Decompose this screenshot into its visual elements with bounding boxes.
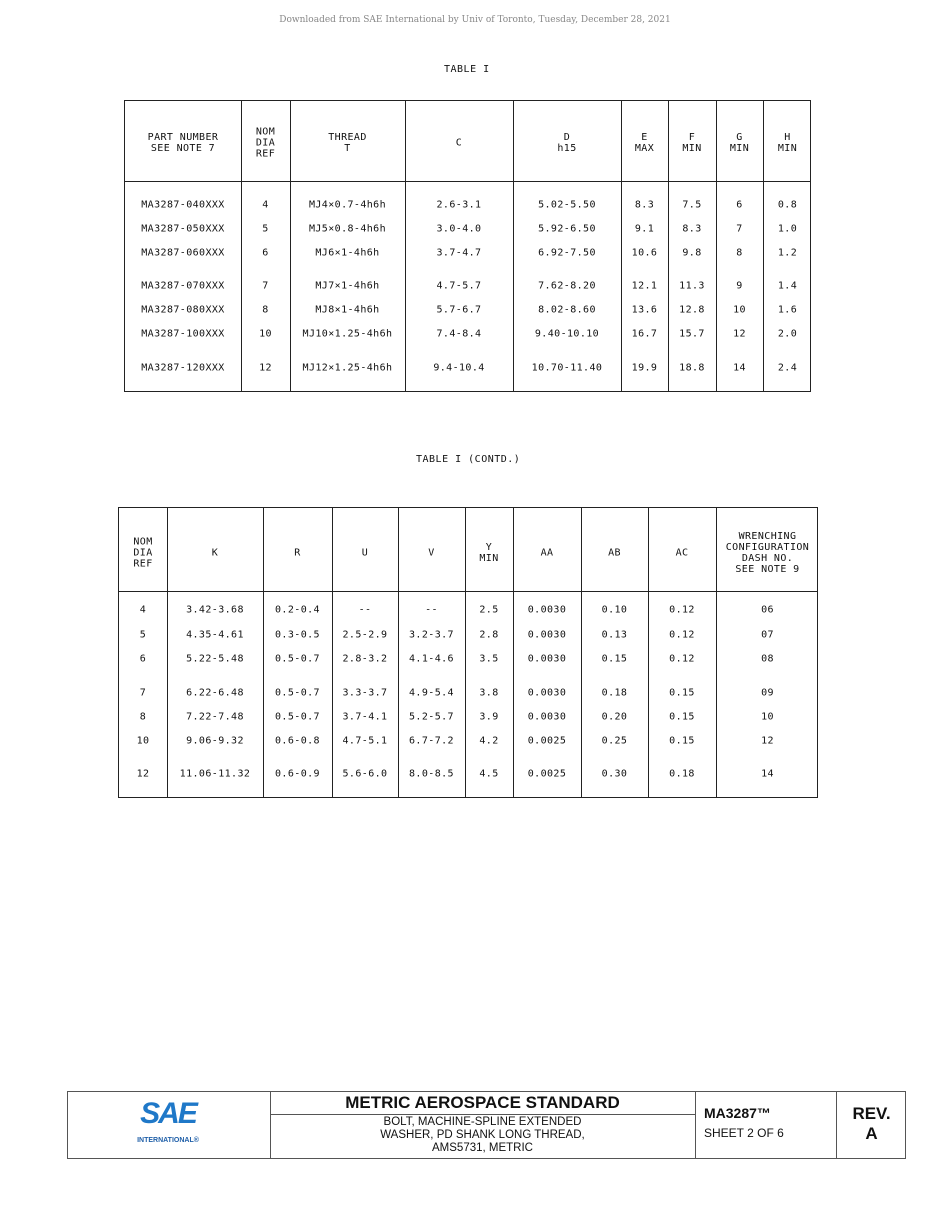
table-cell: 15.7: [679, 328, 705, 340]
column-header: THREAD T: [328, 132, 367, 154]
table-cell: 8: [262, 304, 269, 316]
column-header: D h15: [557, 132, 577, 154]
table-cell: 0.6-0.8: [275, 735, 320, 747]
table-cell: 09: [761, 687, 774, 699]
header-divider: [125, 181, 810, 182]
sae-logo-mark: SAE: [140, 1097, 196, 1130]
table-cell: 10: [761, 711, 774, 723]
table-cell: 0.15: [669, 687, 695, 699]
table-cell: 9.1: [634, 223, 655, 235]
table-cell: 0.2-0.4: [275, 604, 320, 616]
table-cell: MJ10×1.25-4h6h: [302, 328, 393, 340]
table-cell: 4: [139, 604, 147, 616]
table-cell: 10: [733, 304, 746, 316]
column-header: NOM DIA REF: [255, 126, 276, 160]
table-cell: 0.30: [601, 768, 628, 780]
sheet-number: SHEET 2 OF 6: [704, 1126, 784, 1140]
table-cell: 6.7-7.2: [409, 735, 454, 747]
table-cell: MA3287-060XXX: [141, 247, 225, 259]
table-cell: MA3287-050XXX: [141, 223, 225, 235]
table-cell: 4.9-5.4: [409, 687, 454, 699]
table-cell: 16.7: [631, 328, 658, 340]
table-cell: 12: [259, 362, 272, 374]
table-cell: 4.35-4.61: [186, 629, 244, 641]
column-header: NOM DIA REF: [133, 536, 153, 570]
table-cell: 0.25: [601, 735, 628, 747]
table-cell: 2.4: [777, 362, 798, 374]
table-cell: 0.18: [669, 768, 695, 780]
table-cell: 8.0-8.5: [409, 768, 454, 780]
table-cell: --: [425, 604, 438, 616]
table2: [118, 507, 818, 798]
table-cell: 06: [761, 604, 774, 616]
table-cell: 8.3: [682, 223, 702, 235]
table-cell: 7: [262, 280, 269, 292]
table-cell: 5.22-5.48: [186, 653, 244, 665]
table-cell: 6: [736, 199, 743, 211]
table-cell: MJ4×0.7-4h6h: [308, 199, 387, 211]
table-cell: 0.5-0.7: [275, 711, 320, 723]
table-cell: MA3287-040XXX: [141, 199, 225, 211]
column-header: WRENCHING CONFIGURATION DASH NO. SEE NOTE 9: [725, 531, 810, 575]
table-cell: MA3287-120XXX: [141, 362, 225, 374]
table-cell: 10.70-11.40: [531, 362, 603, 374]
column-header: V: [428, 547, 435, 559]
table-cell: 0.12: [669, 653, 695, 665]
table-cell: 12.1: [631, 280, 658, 292]
table-cell: 3.8: [479, 687, 499, 699]
table-cell: 0.13: [601, 629, 628, 641]
table-cell: 4.7-5.7: [436, 280, 482, 292]
table-cell: 4: [262, 199, 269, 211]
table-cell: 5.6-6.0: [342, 768, 388, 780]
table-cell: 3.3-3.7: [342, 687, 388, 699]
table-cell: 0.18: [601, 687, 628, 699]
table-cell: MA3287-070XXX: [141, 280, 225, 292]
table-cell: MJ7×1-4h6h: [315, 280, 380, 292]
table-cell: 2.5-2.9: [342, 629, 388, 641]
table-cell: 4.1-4.6: [409, 653, 454, 665]
table-cell: 5: [262, 223, 269, 235]
table-cell: 2.6-3.1: [436, 199, 482, 211]
column-header: U: [361, 547, 369, 559]
table-cell: 3.9: [479, 711, 499, 723]
standard-title: METRIC AEROSPACE STANDARD: [345, 1093, 620, 1112]
table-cell: 6.22-6.48: [186, 687, 244, 699]
column-header: PART NUMBER SEE NOTE 7: [147, 132, 219, 154]
table-cell: 7.5: [682, 199, 702, 211]
table-cell: 11.3: [679, 280, 705, 292]
document-number: MA3287™: [704, 1105, 771, 1121]
column-header: H MIN: [777, 132, 798, 154]
table-cell: 0.0030: [527, 711, 567, 723]
table-cell: 7: [736, 223, 743, 235]
table2-title: TABLE I (CONTD.): [416, 454, 521, 465]
table-cell: 6: [262, 247, 269, 259]
table-cell: 7.22-7.48: [186, 711, 244, 723]
table-cell: 0.0025: [527, 768, 567, 780]
table-cell: 12.8: [679, 304, 705, 316]
table-cell: 8: [736, 247, 743, 259]
table-cell: 07: [761, 629, 774, 641]
table-cell: 14: [761, 768, 774, 780]
column-header: AB: [608, 547, 621, 559]
table-cell: 10.6: [631, 247, 658, 259]
table-cell: 0.0030: [527, 687, 567, 699]
table-cell: 3.7-4.1: [342, 711, 388, 723]
sae-logo: [123, 1096, 213, 1146]
table-cell: 9.8: [682, 247, 702, 259]
table-cell: 0.15: [669, 735, 695, 747]
table-cell: 14: [733, 362, 746, 374]
table1-title: TABLE I: [444, 64, 490, 75]
table-cell: 5.02-5.50: [538, 199, 596, 211]
column-header: AC: [675, 547, 689, 559]
table-cell: 4.5: [479, 768, 499, 780]
column-header: C: [455, 137, 463, 149]
column-header: K: [211, 547, 219, 559]
sae-logo-subtext: INTERNATIONAL®: [137, 1137, 199, 1144]
table-cell: 0.0025: [527, 735, 567, 747]
table-cell: 3.7-4.7: [436, 247, 482, 259]
table-cell: 5: [139, 629, 147, 641]
table-cell: 9.40-10.10: [534, 328, 600, 340]
table-cell: 3.0-4.0: [436, 223, 482, 235]
column-header: F MIN: [682, 132, 702, 154]
revision: REV. A: [852, 1104, 891, 1143]
table-cell: 0.5-0.7: [275, 653, 320, 665]
column-header: G MIN: [729, 132, 750, 154]
column-header: R: [294, 547, 301, 559]
download-notice: Downloaded from SAE International by Univ of Toronto, Tuesday, December 28, 2021: [279, 15, 671, 25]
table-cell: 8.02-8.60: [538, 304, 596, 316]
table-cell: 7.62-8.20: [538, 280, 596, 292]
table-cell: 0.15: [601, 653, 628, 665]
document-subtitle: BOLT, MACHINE-SPLINE EXTENDED WASHER, PD SHANK LONG THREAD, AMS5731, METRIC: [380, 1116, 585, 1154]
title-block: [67, 1091, 906, 1159]
table-cell: 9: [736, 280, 743, 292]
table-cell: 6.92-7.50: [538, 247, 596, 259]
table-cell: 0.10: [601, 604, 628, 616]
column-header: AA: [540, 547, 554, 559]
table-cell: 0.12: [669, 604, 695, 616]
table-cell: 12: [136, 768, 150, 780]
table-cell: 12: [761, 735, 774, 747]
table-cell: 0.0030: [527, 604, 567, 616]
table1: [124, 100, 811, 392]
table-cell: 9.4-10.4: [433, 362, 485, 374]
table-cell: 12: [733, 328, 746, 340]
column-header: Y MIN: [479, 542, 499, 564]
divider: [270, 1114, 695, 1115]
table-cell: 3.2-3.7: [409, 629, 454, 641]
table-cell: 2.8: [479, 629, 499, 641]
table-cell: MJ12×1.25-4h6h: [302, 362, 393, 374]
header-divider: [119, 591, 817, 592]
table-cell: 0.20: [601, 711, 628, 723]
table-cell: 5.7-6.7: [436, 304, 482, 316]
divider: [695, 1092, 696, 1158]
table-cell: 4.7-5.1: [342, 735, 388, 747]
table-cell: 1.0: [777, 223, 798, 235]
table-cell: MA3287-100XXX: [141, 328, 225, 340]
table-cell: 08: [761, 653, 774, 665]
table-cell: MJ8×1-4h6h: [315, 304, 380, 316]
table-cell: 3.42-3.68: [186, 604, 244, 616]
table-cell: 1.2: [777, 247, 798, 259]
table-cell: 0.0030: [527, 629, 567, 641]
table-cell: 1.4: [777, 280, 798, 292]
table-cell: 2.5: [479, 604, 499, 616]
table-cell: 2.0: [777, 328, 798, 340]
table-cell: 0.6-0.9: [275, 768, 320, 780]
table-cell: 8.3: [634, 199, 655, 211]
table-cell: 0.15: [669, 711, 695, 723]
table-cell: 5.92-6.50: [538, 223, 596, 235]
table-cell: 2.8-3.2: [342, 653, 388, 665]
table-cell: 5.2-5.7: [409, 711, 454, 723]
table-cell: MA3287-080XXX: [141, 304, 225, 316]
table-cell: 10: [136, 735, 150, 747]
table-cell: 0.3-0.5: [275, 629, 320, 641]
table-cell: 4.2: [479, 735, 499, 747]
table-cell: 9.06-9.32: [186, 735, 244, 747]
table-cell: 10: [259, 328, 272, 340]
table-cell: MJ6×1-4h6h: [315, 247, 380, 259]
table-cell: 7: [139, 687, 147, 699]
table-cell: 0.12: [669, 629, 695, 641]
table-cell: MJ5×0.8-4h6h: [308, 223, 387, 235]
table-cell: 3.5: [479, 653, 499, 665]
table-cell: 0.0030: [527, 653, 567, 665]
table-cell: 0.5-0.7: [275, 687, 320, 699]
table-cell: 13.6: [631, 304, 658, 316]
table-cell: 18.8: [679, 362, 705, 374]
table-cell: 11.06-11.32: [179, 768, 251, 780]
table-cell: 7.4-8.4: [436, 328, 482, 340]
table-cell: 19.9: [631, 362, 658, 374]
table-cell: 0.8: [777, 199, 798, 211]
table-cell: 6: [139, 653, 147, 665]
table-cell: 1.6: [777, 304, 798, 316]
table-cell: --: [358, 604, 372, 616]
column-header: E MAX: [634, 132, 655, 154]
table-cell: 8: [139, 711, 147, 723]
